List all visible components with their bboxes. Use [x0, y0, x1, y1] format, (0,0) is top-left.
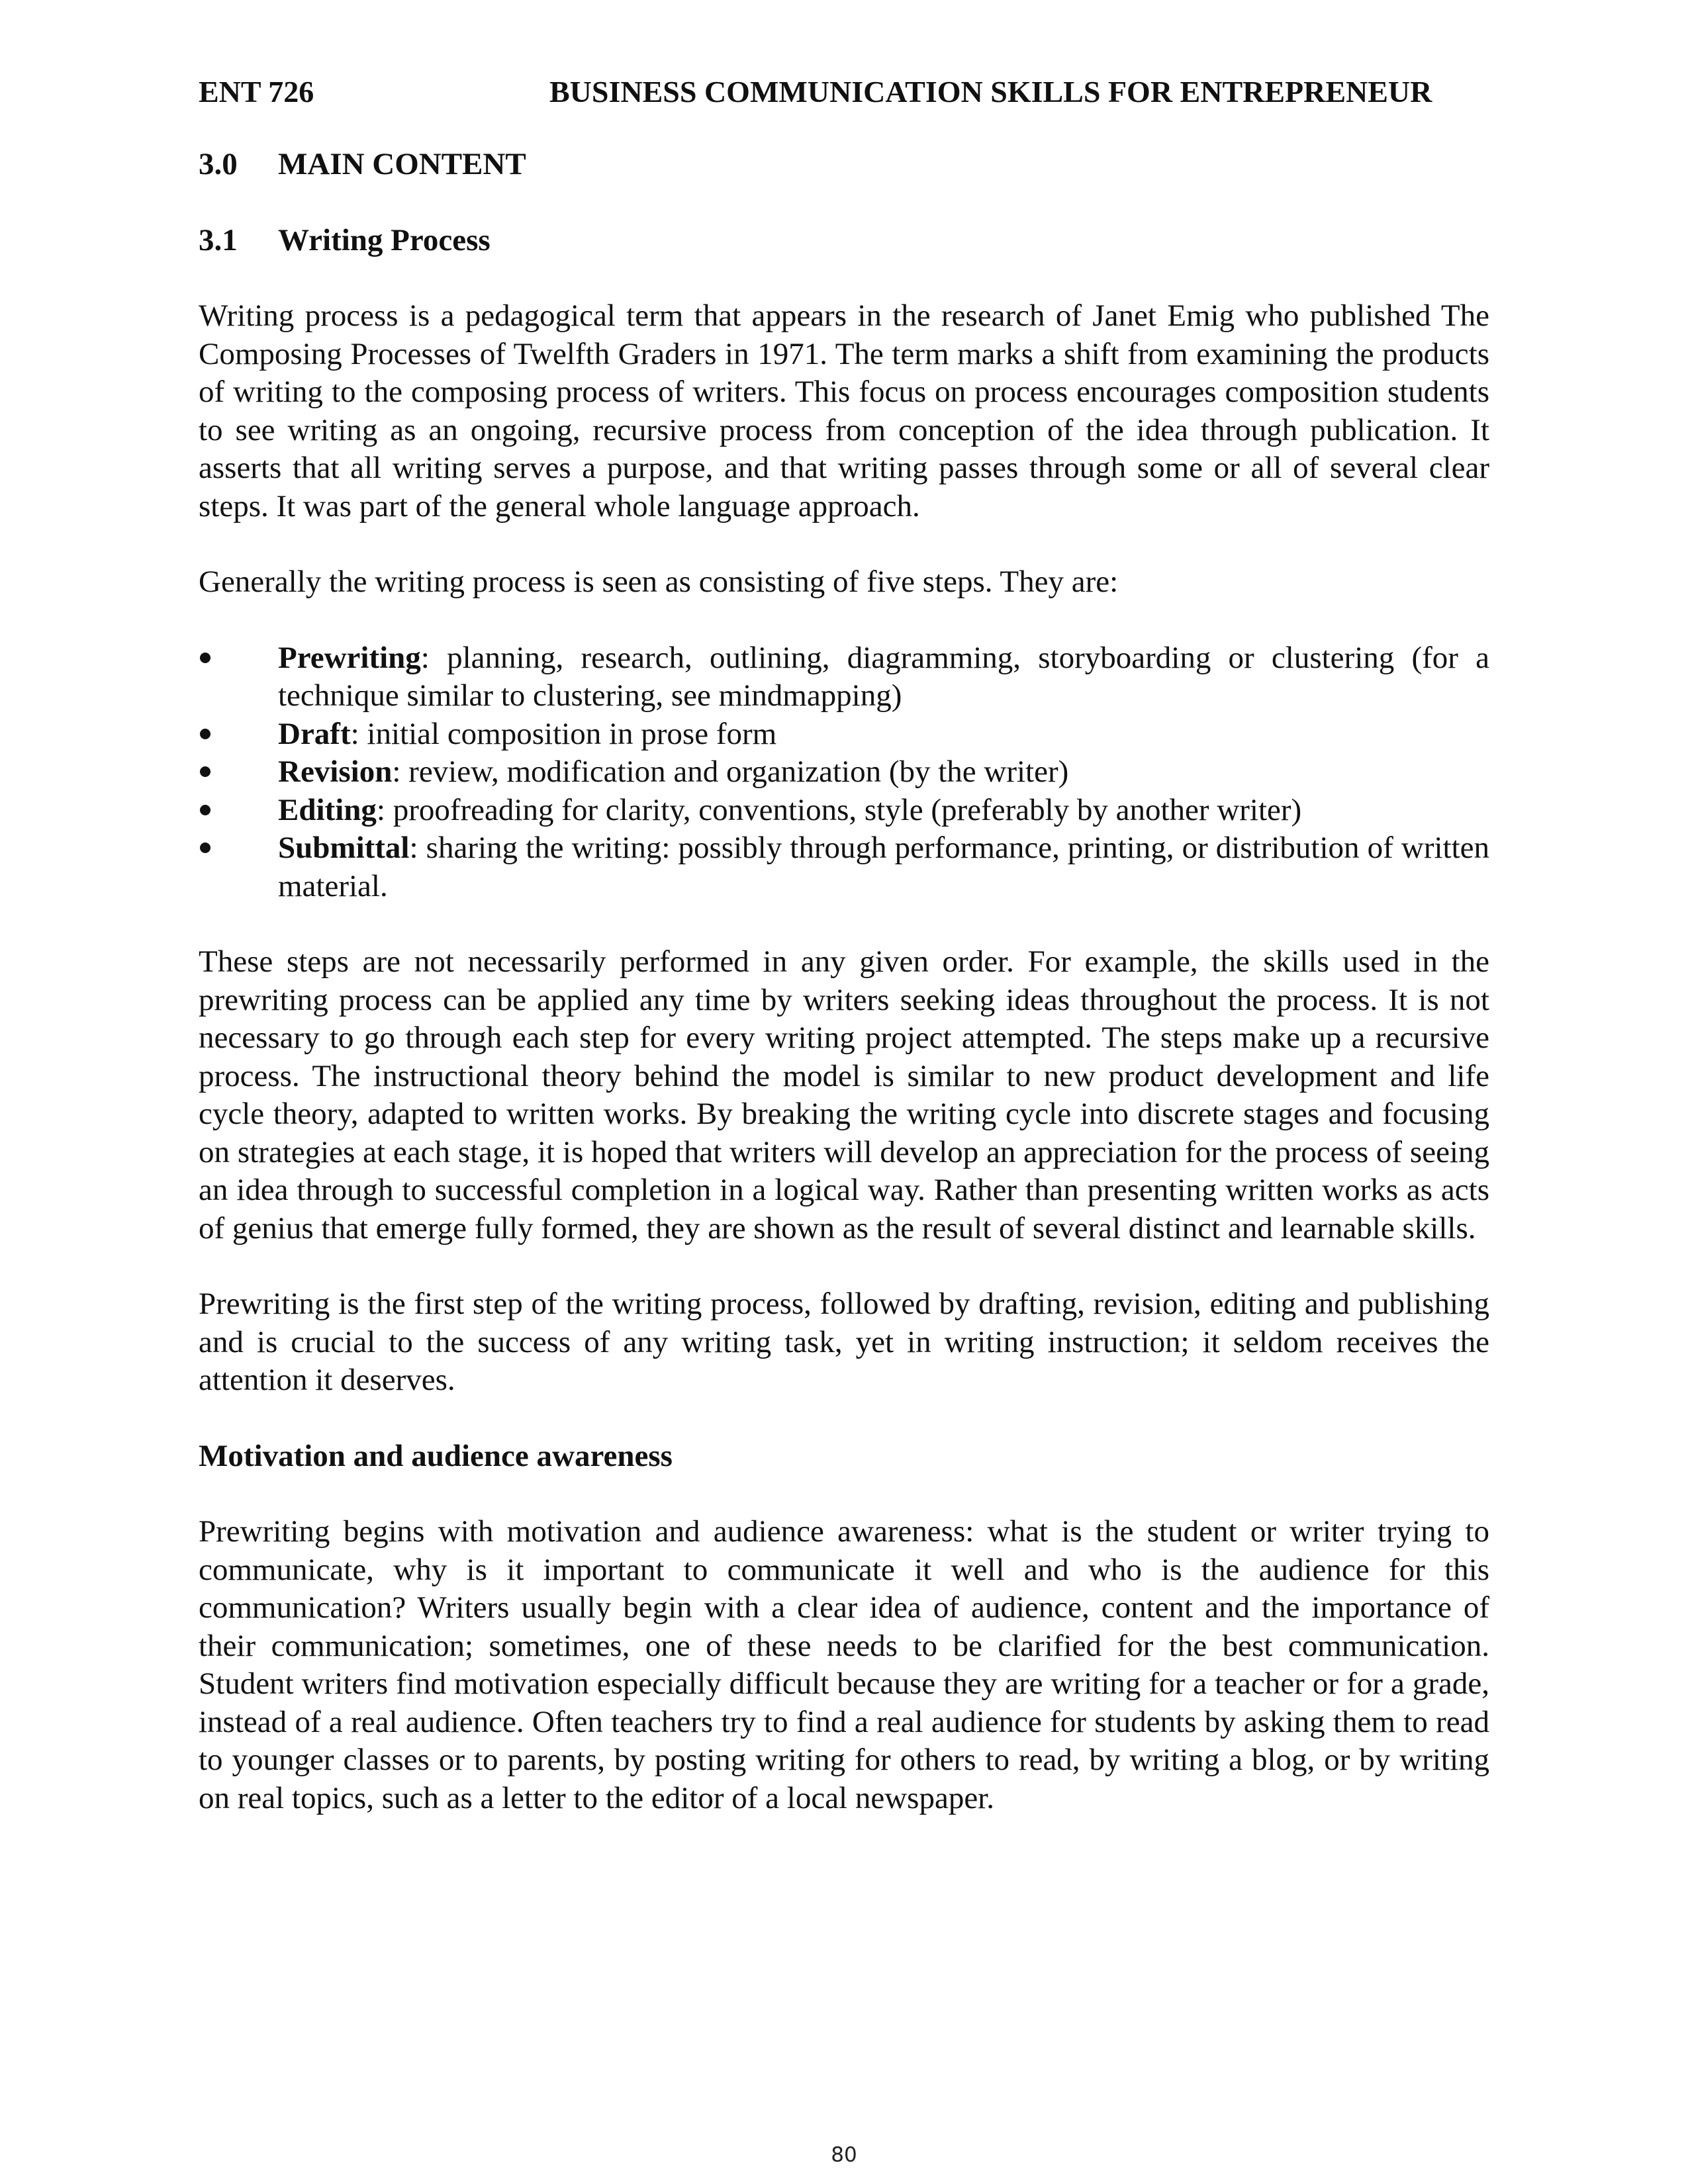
list-item-text: [278, 829, 1489, 905]
course-code: ENT 726: [199, 75, 314, 109]
step-description: : review, modification and organization (by the writer): [392, 754, 1069, 789]
section-number: 3.1: [199, 222, 238, 257]
section-heading-main: [199, 146, 1489, 184]
list-item-text: [278, 792, 1489, 830]
paragraph-intro: Writing process is a pedagogical term that appears in the research of Janet Emig who published The Composing Processes of Twelfth Graders in 1971. The term marks a shift from examining the products of writing to the composing process of writers. This focus on process encourages composition students to see writing as an ongoing, recursive process from conception of the idea through publication. It asserts that all writing serves a purpose, and that writing passes through some or all of several clear steps. It was part of the general whole language approach.: [199, 298, 1489, 523]
course-title: BUSINESS COMMUNICATION SKILLS FOR ENTREPRENEUR: [549, 75, 1432, 109]
page-number: 80: [831, 2143, 857, 2167]
paragraph-steps-lead: Generally the writing process is seen as consisting of five steps. They are:: [199, 565, 1119, 599]
section-title: Writing Process: [278, 222, 491, 257]
running-header: [199, 73, 1489, 111]
step-description: : initial composition in prose form: [350, 716, 777, 751]
bullet-icon: [199, 753, 278, 792]
list-item: [199, 829, 1489, 905]
section-title: MAIN CONTENT: [278, 147, 526, 181]
step-description: : proofreading for clarity, conventions, style (preferably by another writer): [376, 792, 1302, 827]
list-item: [199, 715, 1489, 754]
bullet-icon: [199, 792, 278, 830]
subheading-motivation: Motivation and audience awareness: [199, 1438, 673, 1473]
paragraph-step-order: These steps are not necessarily performed in any given order. For example, the skills used in the prewriting process can be applied any time by writers seeking ideas throughout the process. It is not necessary to go through each step for every writing project attempted. The steps make up a recursive process. The instructional theory behind the model is similar to new product development and life cycle theory, adapted to written works. By breaking the writing cycle into discrete stages and focusing on strategies at each stage, it is hoped that writers will develop an appreciation for the process of seeing an idea through to successful completion in a logical way. Rather than presenting written works as acts of genius that emerge fully formed, they are shown as the result of several distinct and learnable skills.: [199, 944, 1489, 1246]
step-term: Draft: [278, 716, 351, 751]
section-number: 3.0: [199, 147, 238, 181]
list-item-text: [278, 753, 1489, 792]
paragraph-prewriting: Prewriting is the first step of the writing process, followed by drafting, revision, editing and publishing and is crucial to the success of any writing task, yet in writing instruction; it seldom receives the attention it deserves.: [199, 1287, 1489, 1397]
steps-list: [199, 639, 1489, 906]
step-description: : planning, research, outlining, diagramming, storyboarding or clustering (for a technique similar to clustering, see mindmapping): [278, 640, 1489, 713]
bullet-icon: [199, 715, 278, 754]
step-description: : sharing the writing: possibly through performance, printing, or distribution of written material.: [278, 831, 1489, 903]
bullet-icon: [199, 829, 278, 905]
paragraph-motivation: Prewriting begins with motivation and audience awareness: what is the student or writer trying to communicate, why is it important to communicate it well and who is the audience for this communication? Writers usually begin with a clear idea of audience, content and the importance of their communication; sometimes, one of these needs to be clarified for the best communication. Student writers find motivation especially difficult because they are writing for a teacher or for a grade, instead of a real audience. Often teachers try to find a real audience for students by asking them to read to younger classes or to parents, by posting writing for others to read, by writing a blog, or by writing on real topics, such as a letter to the editor of a local newspaper.: [199, 1514, 1489, 1815]
bullet-icon: [199, 639, 278, 715]
list-item-text: [278, 715, 1489, 754]
list-item: [199, 792, 1489, 830]
list-item-text: [278, 639, 1489, 715]
step-term: Revision: [278, 754, 393, 789]
list-item: [199, 753, 1489, 792]
list-item: [199, 639, 1489, 715]
step-term: Prewriting: [278, 640, 421, 675]
step-term: Editing: [278, 792, 377, 827]
document-page: [199, 73, 1489, 1855]
section-heading-writing-process: [199, 222, 1489, 260]
step-term: Submittal: [278, 831, 410, 865]
